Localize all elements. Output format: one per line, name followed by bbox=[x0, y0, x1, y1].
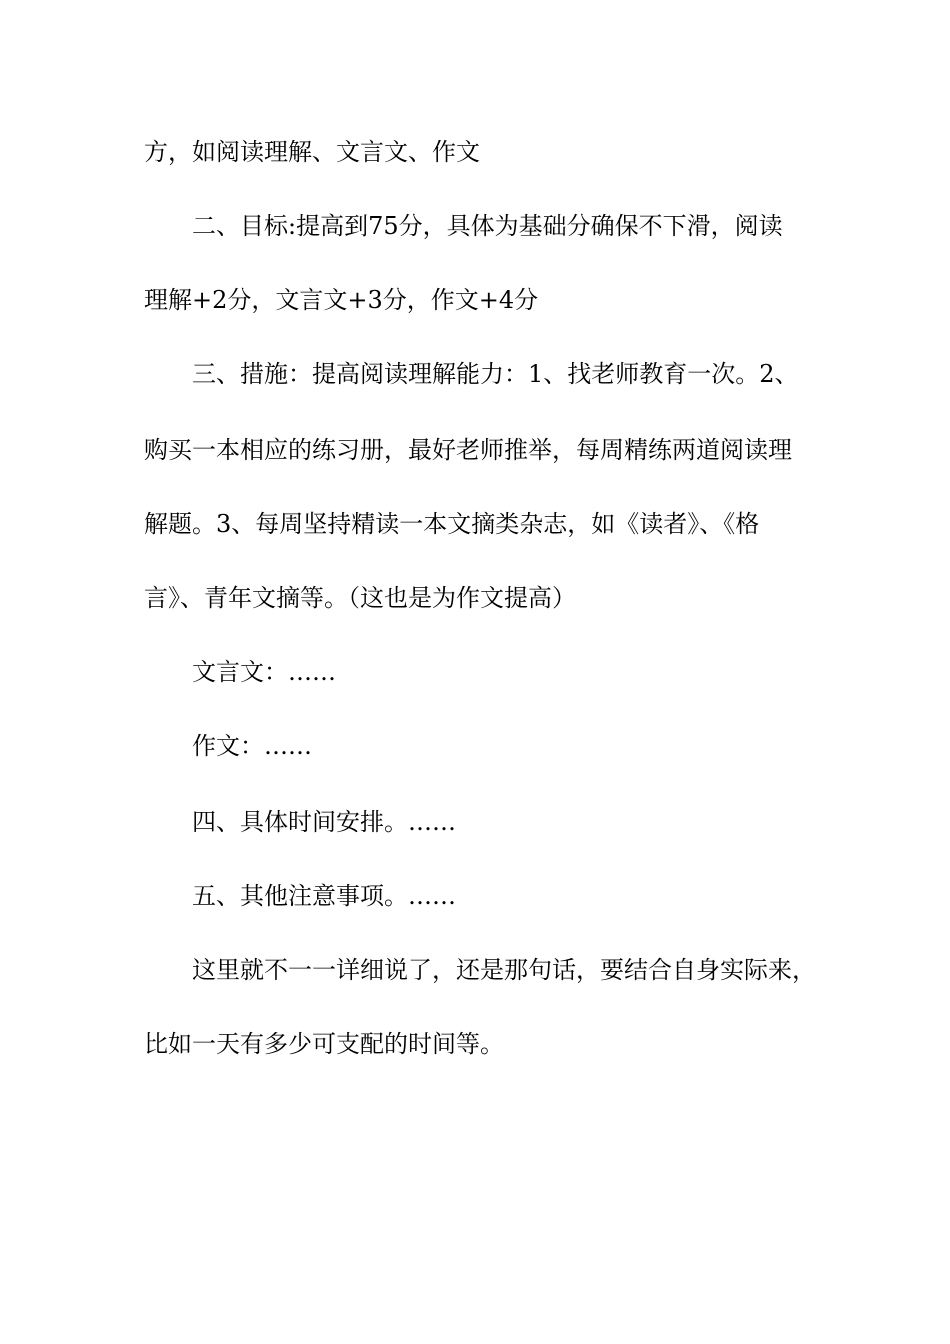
text-line: 五、其他注意事项。…… bbox=[192, 882, 456, 910]
text-line: 这里就不一一详细说了，还是那句话，要结合自身实际来， bbox=[192, 956, 816, 984]
text-line: 言》、青年文摘等。（这也是为作文提高） bbox=[144, 584, 576, 612]
text-line: 文言文：…… bbox=[192, 658, 336, 686]
text-line: 解题。3、每周坚持精读一本文摘类杂志，如《读者》、《格 bbox=[144, 510, 760, 538]
text-line: 二、目标:提高到75分，具体为基础分确保不下滑，阅读 bbox=[192, 212, 783, 240]
text-line: 四、具体时间安排。…… bbox=[192, 808, 456, 836]
text-line: 方，如阅读理解、文言文、作文 bbox=[144, 138, 480, 166]
text-line: 购买一本相应的练习册，最好老师推举，每周精练两道阅读理 bbox=[144, 436, 792, 464]
text-line: 三、措施：提高阅读理解能力：1、找老师教育一次。2、 bbox=[192, 360, 799, 388]
text-line: 理解+2分，文言文+3分，作文+4分 bbox=[144, 286, 539, 314]
text-line: 比如一天有多少可支配的时间等。 bbox=[144, 1030, 504, 1058]
text-line: 作文：…… bbox=[192, 732, 312, 760]
